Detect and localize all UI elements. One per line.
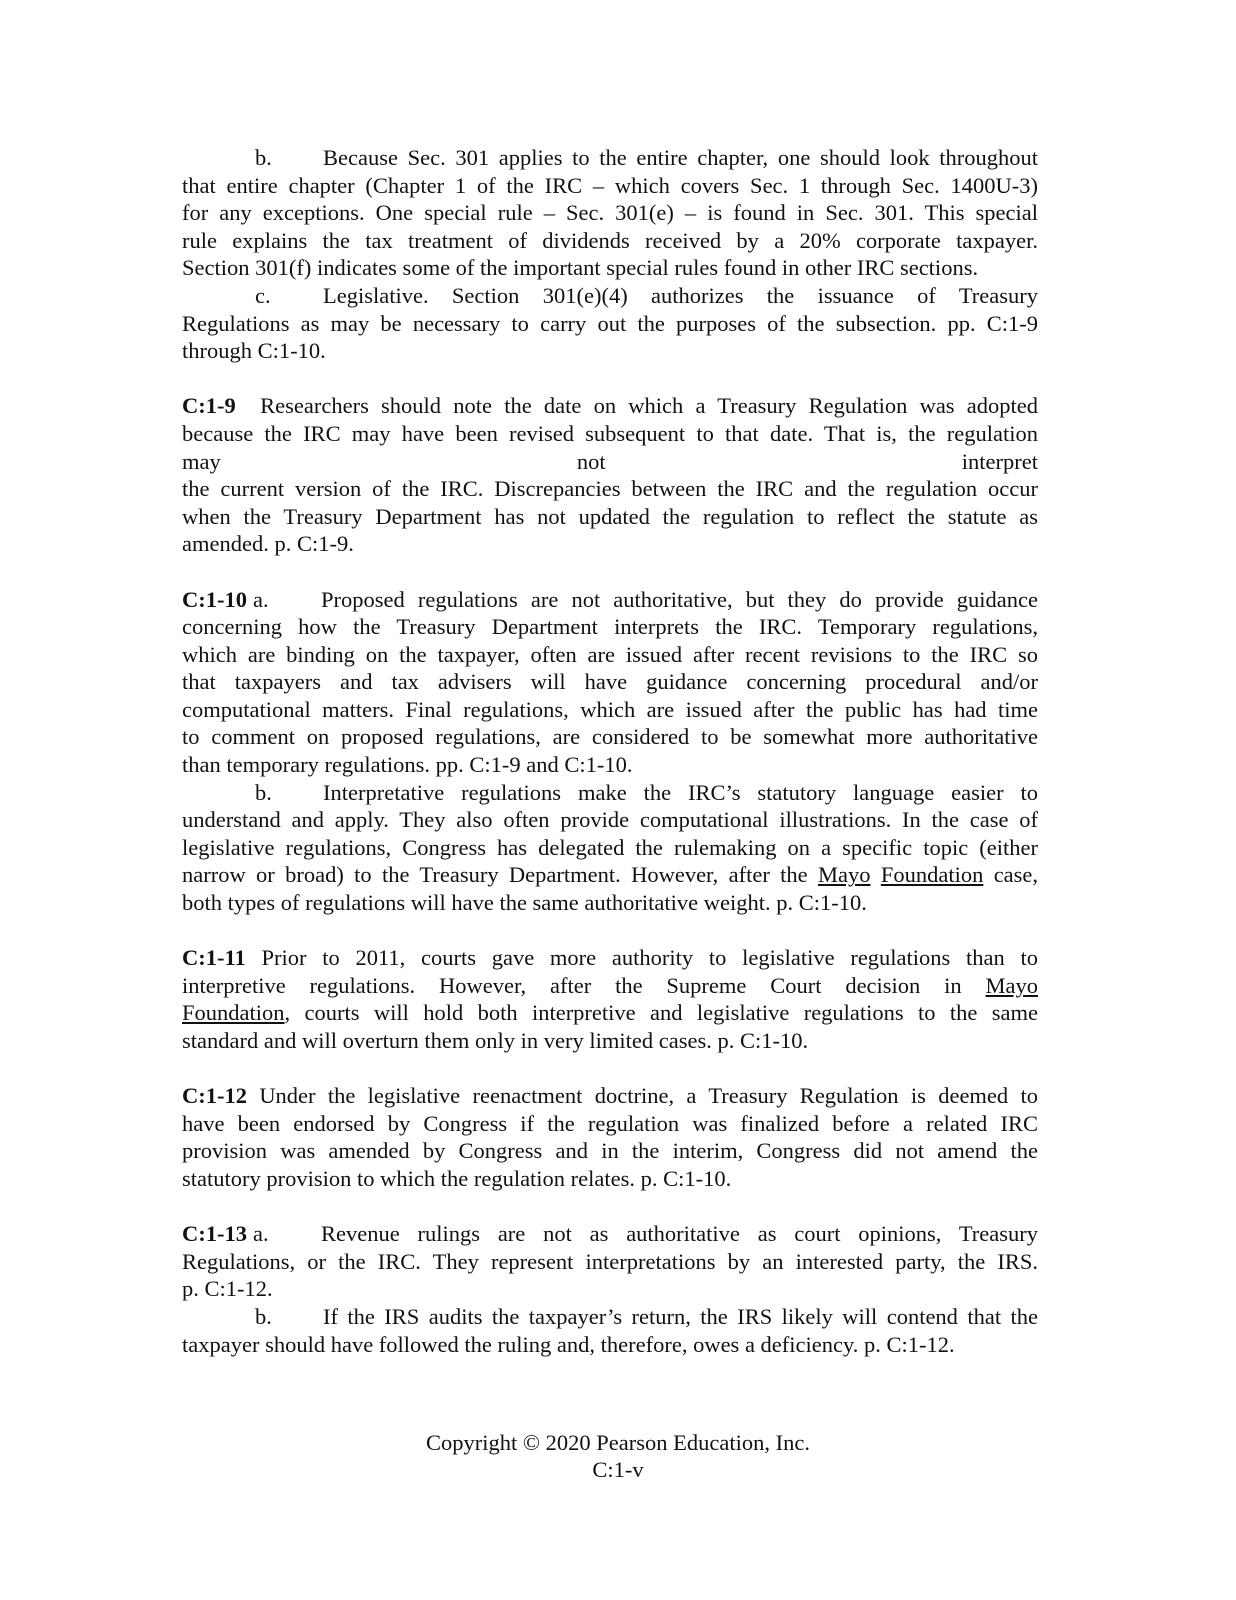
paragraph-line: c. Legislative. Section 301(e)(4) authorizes the issuance of Treasury: [255, 282, 1038, 308]
section-c1-13: [182, 1220, 1038, 1358]
paragraph-line: that taxpayers and tax advisers will have guidance concerning procedural and/or: [182, 669, 1038, 695]
item-marker: b.: [255, 779, 272, 805]
copyright-notice: Copyright © 2020 Pearson Education, Inc.: [426, 1430, 810, 1455]
paragraph-line: for any exceptions. One special rule – Sec. 301(e) – is found in Sec. 301. This special: [182, 200, 1038, 226]
case-name-mayo: Mayo: [817, 862, 871, 888]
paragraph-line: C:1-12 Under the legislative reenactment doctrine, a Treasury Regulation is deemed to: [182, 1083, 1038, 1109]
paragraph-line: interpretive regulations. However, after the Supreme Court decision in Mayo: [182, 972, 1038, 998]
question-label: C:1-13: [182, 1221, 247, 1247]
case-name-foundation: Foundation: [182, 1000, 285, 1026]
page-number: C:1-v: [592, 1457, 644, 1482]
paragraph-line: narrow or broad) to the Treasury Department. However, after the Mayo Foundation case,: [182, 862, 1039, 888]
section-c1-11: [182, 944, 1038, 1054]
paragraph-line: statutory provision to which the regulation relates. p. C:1-10.: [182, 1165, 732, 1191]
paragraph-line: legislative regulations, Congress has delegated the rulemaking on a specific topic (either: [182, 834, 1038, 860]
paragraph-line: amended. p. C:1-9.: [182, 531, 354, 557]
paragraph-line: Foundation, courts will hold both interpretive and legislative regulations to the same: [182, 1000, 1038, 1026]
paragraph-line: which are binding on the taxpayer, often are issued after recent revisions to the IRC so: [182, 641, 1038, 667]
paragraph-line: may not interpret: [182, 448, 1039, 474]
question-label: C:1-11: [182, 945, 246, 971]
item-marker: c.: [255, 282, 271, 308]
paragraph-line: b. Because Sec. 301 applies to the entire chapter, one should look throughout: [255, 145, 1038, 170]
page-footer: [0, 1429, 1236, 1483]
item-marker: a.: [253, 586, 269, 612]
section-c1-12: [182, 1082, 1038, 1192]
paragraph-line: b. If the IRS audits the taxpayer’s return, the IRS likely will contend that the: [255, 1303, 1038, 1329]
paragraph-line: provision was amended by Congress and in the interim, Congress did not amend the: [182, 1138, 1038, 1164]
paragraph-line: to comment on proposed regulations, are considered to be somewhat more authoritative: [182, 724, 1038, 750]
case-name-mayo: Mayo: [985, 972, 1038, 998]
document-page: [182, 144, 1038, 1358]
paragraph-line: because the IRC may have been revised subsequent to that date. That is, the regulation: [182, 420, 1038, 446]
section-c1-9: [182, 392, 1038, 558]
item-marker: b.: [255, 1303, 272, 1329]
paragraph-line: Section 301(f) indicates some of the important special rules found in other IRC sections.: [182, 255, 979, 281]
paragraph-line: through C:1-10.: [182, 338, 326, 364]
paragraph-line: both types of regulations will have the same authoritative weight. p. C:1-10.: [182, 890, 867, 916]
paragraph-line: when the Treasury Department has not updated the regulation to reflect the statute as: [182, 503, 1038, 529]
paragraph-line: Regulations, or the IRC. They represent interpretations by an interested party, the IRS.: [182, 1248, 1038, 1274]
paragraph-line: taxpayer should have followed the ruling and, therefore, owes a deficiency. p. C:1-12.: [182, 1331, 955, 1357]
paragraph-line: C:1-9 Researchers should note the date on which a Treasury Regulation was adopted: [182, 393, 1038, 419]
paragraph-line: C:1-11 Prior to 2011, courts gave more authority to legislative regulations than to: [182, 945, 1039, 971]
paragraph-line: C:1-13 a. Revenue rulings are not as authoritative as court opinions, Treasury: [182, 1221, 1038, 1247]
paragraph-line: b. Interpretative regulations make the IRC’s statutory language easier to: [255, 779, 1038, 805]
paragraph-line: the current version of the IRC. Discrepancies between the IRC and the regulation occur: [182, 476, 1038, 502]
item-marker: b.: [255, 145, 272, 170]
question-label: C:1-12: [182, 1083, 247, 1109]
paragraph-line: than temporary regulations. pp. C:1-9 and C:1-10.: [182, 752, 633, 778]
paragraph-line: understand and apply. They also often provide computational illustrations. In the case of: [182, 807, 1038, 833]
section-c1-10: [182, 586, 1038, 917]
paragraph-line: C:1-10 a. Proposed regulations are not authoritative, but they do provide guidance: [182, 586, 1038, 612]
paragraph-line: Regulations as may be necessary to carry out the purposes of the subsection. pp. C:1-9: [182, 310, 1038, 336]
paragraph-line: computational matters. Final regulations, which are issued after the public has had time: [182, 696, 1038, 722]
paragraph-line: p. C:1-12.: [182, 1276, 273, 1302]
paragraph-line: concerning how the Treasury Department interprets the IRC. Temporary regulations,: [182, 614, 1038, 640]
paragraph-line: have been endorsed by Congress if the regulation was finalized before a related IRC: [182, 1110, 1038, 1136]
question-label: C:1-10: [182, 586, 247, 612]
question-label: C:1-9: [182, 393, 236, 419]
paragraph-line: rule explains the tax treatment of dividends received by a 20% corporate taxpayer.: [182, 227, 1038, 253]
case-name-foundation: Foundation: [880, 862, 984, 888]
item-marker: a.: [253, 1221, 269, 1247]
paragraph-line: standard and will overturn them only in very limited cases. p. C:1-10.: [182, 1028, 809, 1053]
paragraph-line: that entire chapter (Chapter 1 of the IRC – which covers Sec. 1 through Sec. 1400U-3): [182, 172, 1038, 198]
section-continuation: [182, 144, 1038, 365]
